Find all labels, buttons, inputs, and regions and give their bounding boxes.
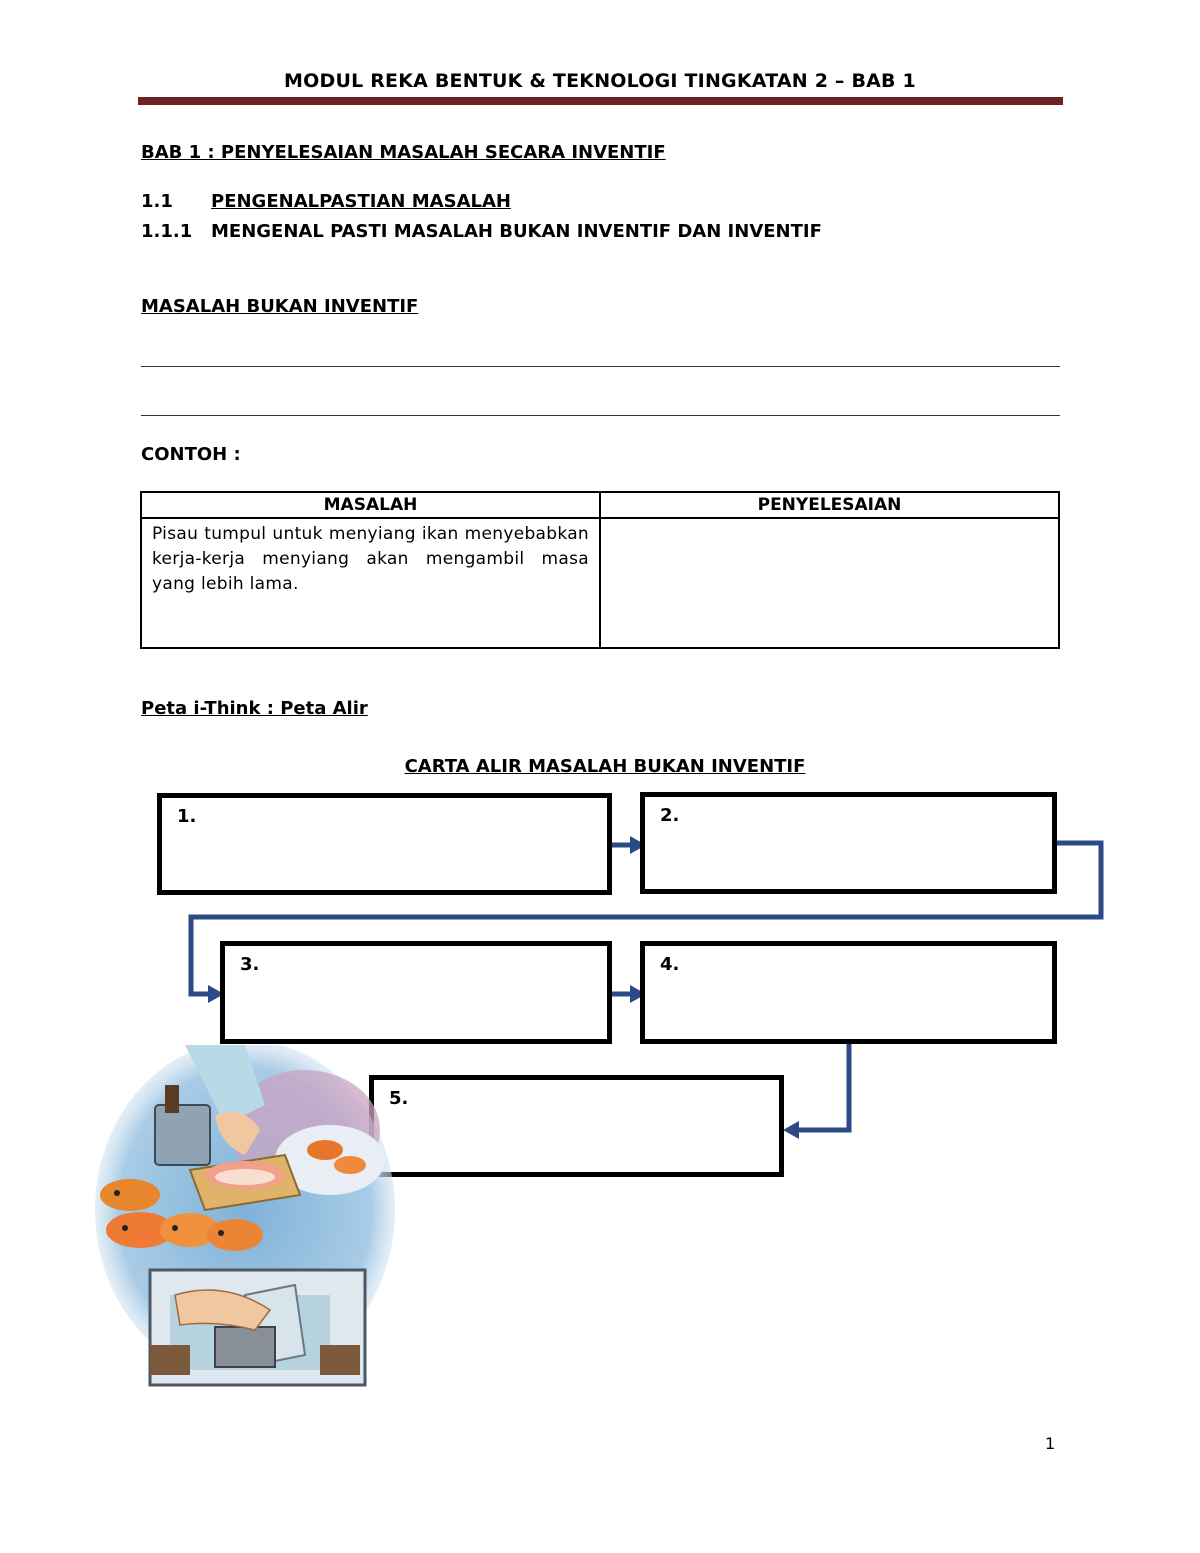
map-type-label: Peta i-Think : Peta Alir [141,698,368,719]
flow-step-2[interactable] [640,792,1057,894]
flow-step-number: 1. [177,806,197,827]
cell-masalah: Pisau tumpul untuk menyiang ikan menyebabkan kerja-kerja menyiang akan mengambil masa yang lebih lama. [141,518,600,648]
flow-step-5[interactable] [369,1075,784,1177]
flow-step-1[interactable] [157,793,612,895]
subsection-number: 1.1.1 [141,221,193,242]
section-title: PENGENALPASTIAN MASALAH [211,191,511,212]
flow-step-number: 3. [240,954,260,975]
subsection-title: MENGENAL PASTI MASALAH BUKAN INVENTIF DAN INVENTIF [211,221,822,242]
chapter-title: BAB 1 : PENYELESAIAN MASALAH SECARA INVENTIF [141,142,666,163]
table-header-masalah: MASALAH [141,492,600,518]
fish-cutting-illustration-icon [95,1045,395,1390]
flowchart-title: CARTA ALIR MASALAH BUKAN INVENTIF [404,756,806,777]
arrowhead-icon [783,1121,799,1139]
page-header-title: MODUL REKA BENTUK & TEKNOLOGI TINGKATAN 2 – BAB 1 [284,70,916,92]
flow-step-number: 4. [660,954,680,975]
topic-heading: MASALAH BUKAN INVENTIF [141,296,419,317]
page-number: 1 [1045,1434,1056,1453]
section-number: 1.1 [141,191,173,212]
table-header-penyelesaian: PENYELESAIAN [600,492,1059,518]
example-label: CONTOH : [141,444,241,465]
flow-step-number: 5. [389,1088,409,1109]
flow-step-number: 2. [660,805,680,826]
arrow-4-5 [797,1043,849,1130]
flow-step-3[interactable] [220,941,612,1044]
flow-step-4[interactable] [640,941,1057,1044]
